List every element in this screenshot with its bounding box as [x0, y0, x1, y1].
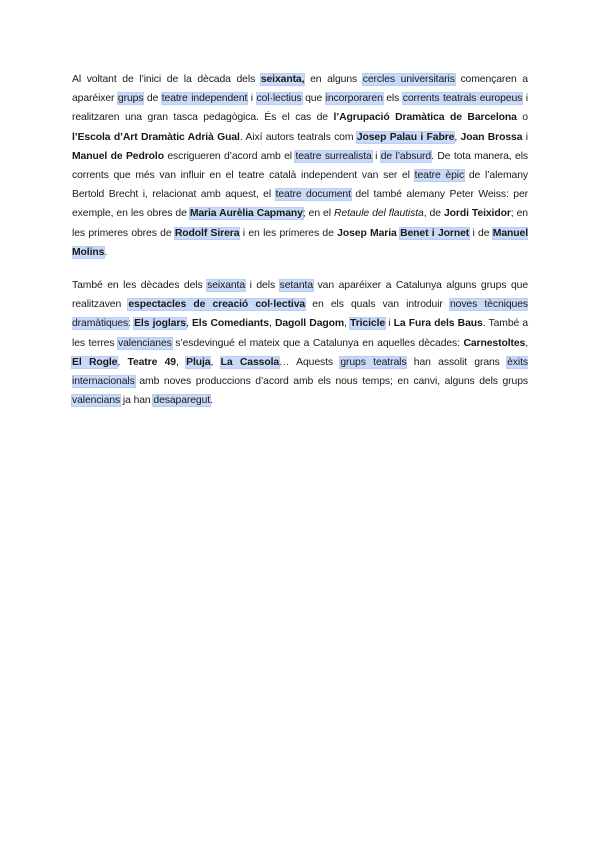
paragraph	[72, 70, 528, 262]
highlighted-term: incorporaren	[325, 93, 383, 105]
highlighted-term: cercles universitaris	[362, 74, 455, 85]
highlighted-term: corrents teatrals europeus	[402, 93, 523, 105]
text-run: i dels	[245, 280, 280, 292]
text-run: ,	[176, 356, 187, 368]
highlighted-term: de l’absurd	[380, 150, 432, 162]
highlighted-term: seixanta,	[260, 74, 305, 85]
text-run: amb noves produccions d’acord amb els nous temps; en canvi, alguns dels grups	[134, 376, 528, 388]
document-body	[72, 70, 528, 424]
text-run: i de	[469, 227, 493, 239]
text-run: ,	[454, 131, 461, 143]
highlighted-term: noves tècniques dramàtiques	[72, 299, 528, 330]
highlighted-term: Rodolf Sirera	[174, 227, 240, 239]
text-run: . De tota manera, els corrents que més van influir en el teatre català independent van ser el	[72, 150, 528, 182]
highlighted-term: Pluja	[186, 356, 211, 368]
text-run: en alguns	[304, 74, 363, 85]
text-run: s’esdevingué el mateix que a Catalunya en aquelles dècades:	[171, 337, 464, 349]
text-run: Carnestoltes	[463, 337, 526, 349]
text-run: Joan Brossa	[460, 131, 523, 143]
text-run: :	[128, 318, 135, 330]
text-run: Al voltant de l’inici de la dècada dels	[72, 74, 261, 85]
text-run: i	[385, 318, 394, 330]
text-run: , de	[423, 208, 444, 220]
text-run: La Fura dels Baus	[393, 318, 483, 330]
highlighted-term: èxits internacionals	[72, 356, 528, 388]
paragraph	[72, 276, 528, 410]
text-run: Retaule del flautista	[334, 208, 424, 220]
text-run: ,	[268, 318, 275, 330]
text-run: Jordi Teixidor	[443, 208, 511, 220]
highlighted-term: seixanta	[207, 280, 246, 292]
highlighted-term: Manuel Molins	[72, 227, 528, 258]
text-run: ,	[210, 356, 221, 368]
text-run: Josep Maria	[337, 227, 397, 239]
text-run: .	[210, 395, 213, 407]
highlighted-term: valencianes	[117, 337, 172, 349]
highlighted-term: Tricicle	[350, 318, 386, 330]
highlighted-term: Maria Aurèlia Capmany	[189, 208, 303, 220]
text-run: i	[371, 150, 381, 162]
text-run: ; en el	[302, 208, 334, 220]
highlighted-term: teatre document	[275, 189, 351, 201]
text-run: .	[104, 246, 108, 258]
text-run: van aparéixer a Catalunya alguns grups que realitzaven	[72, 280, 528, 311]
text-run: els	[382, 93, 403, 105]
text-run: . Així autors teatrals com	[239, 131, 357, 143]
text-run: escrigueren d’acord amb el	[163, 150, 296, 162]
text-run: i	[247, 93, 257, 105]
text-run: … Aquests	[279, 356, 341, 368]
text-run: ja han	[120, 395, 154, 407]
highlighted-term: teatre èpic	[414, 170, 465, 182]
text-run: han assolit grans	[406, 356, 508, 368]
highlighted-term: Els joglars	[134, 318, 186, 330]
text-run: l’Escola d’Art Dramàtic Adrià Gual	[72, 131, 240, 143]
text-run: ,	[525, 337, 528, 349]
text-run: ,	[344, 318, 351, 330]
text-run: i en les primeres de	[239, 227, 338, 239]
highlighted-term: teatre surrealista	[295, 150, 372, 162]
highlighted-term: desaparegut	[153, 395, 211, 407]
text-run: l’Agrupació Dramàtica de Barcelona	[333, 112, 517, 124]
text-run: Dagoll Dagom	[274, 318, 345, 330]
highlighted-term: grups	[117, 93, 144, 105]
text-run: i realitzaren una gran tasca pedagògica. És el cas de	[72, 93, 528, 124]
text-run: Manuel de Pedrolo	[72, 150, 164, 162]
highlighted-term: La Cassola	[220, 356, 280, 368]
highlighted-term: teatre independent	[161, 93, 248, 105]
text-run: o	[516, 112, 528, 124]
text-run: ,	[117, 356, 128, 368]
highlighted-term: setanta	[279, 280, 314, 292]
text-run: en els quals van introduir	[305, 299, 450, 311]
highlighted-term: valencians	[72, 395, 121, 407]
highlighted-term: Benet i Jornet	[400, 227, 470, 239]
highlighted-term: El Rogle	[72, 356, 118, 368]
highlighted-term: espectacles de creació col·lectiva	[128, 299, 306, 311]
highlighted-term: col·lectius	[256, 93, 302, 105]
text-run: Els Comediants	[191, 318, 269, 330]
text-run: començaren a aparéixer	[72, 74, 528, 105]
text-run: . També a les terres	[72, 318, 529, 349]
text-run: de	[143, 93, 162, 105]
text-run: que	[301, 93, 326, 105]
text-run: També en les dècades dels	[72, 280, 208, 292]
text-run: de l’alemany Bertold Brecht i, relacionat amb aquest, el	[72, 170, 528, 201]
highlighted-term: grups teatrals	[340, 356, 407, 368]
text-run: ,	[185, 318, 192, 330]
text-run: ; en les primeres obres de	[72, 208, 528, 239]
text-run: Teatre 49	[127, 356, 176, 368]
highlighted-term: Josep Palau i Fabre	[356, 131, 455, 143]
text-run: del també alemany Peter Weiss: per exemple, en les obres de	[72, 189, 528, 220]
text-run: i	[522, 131, 528, 143]
